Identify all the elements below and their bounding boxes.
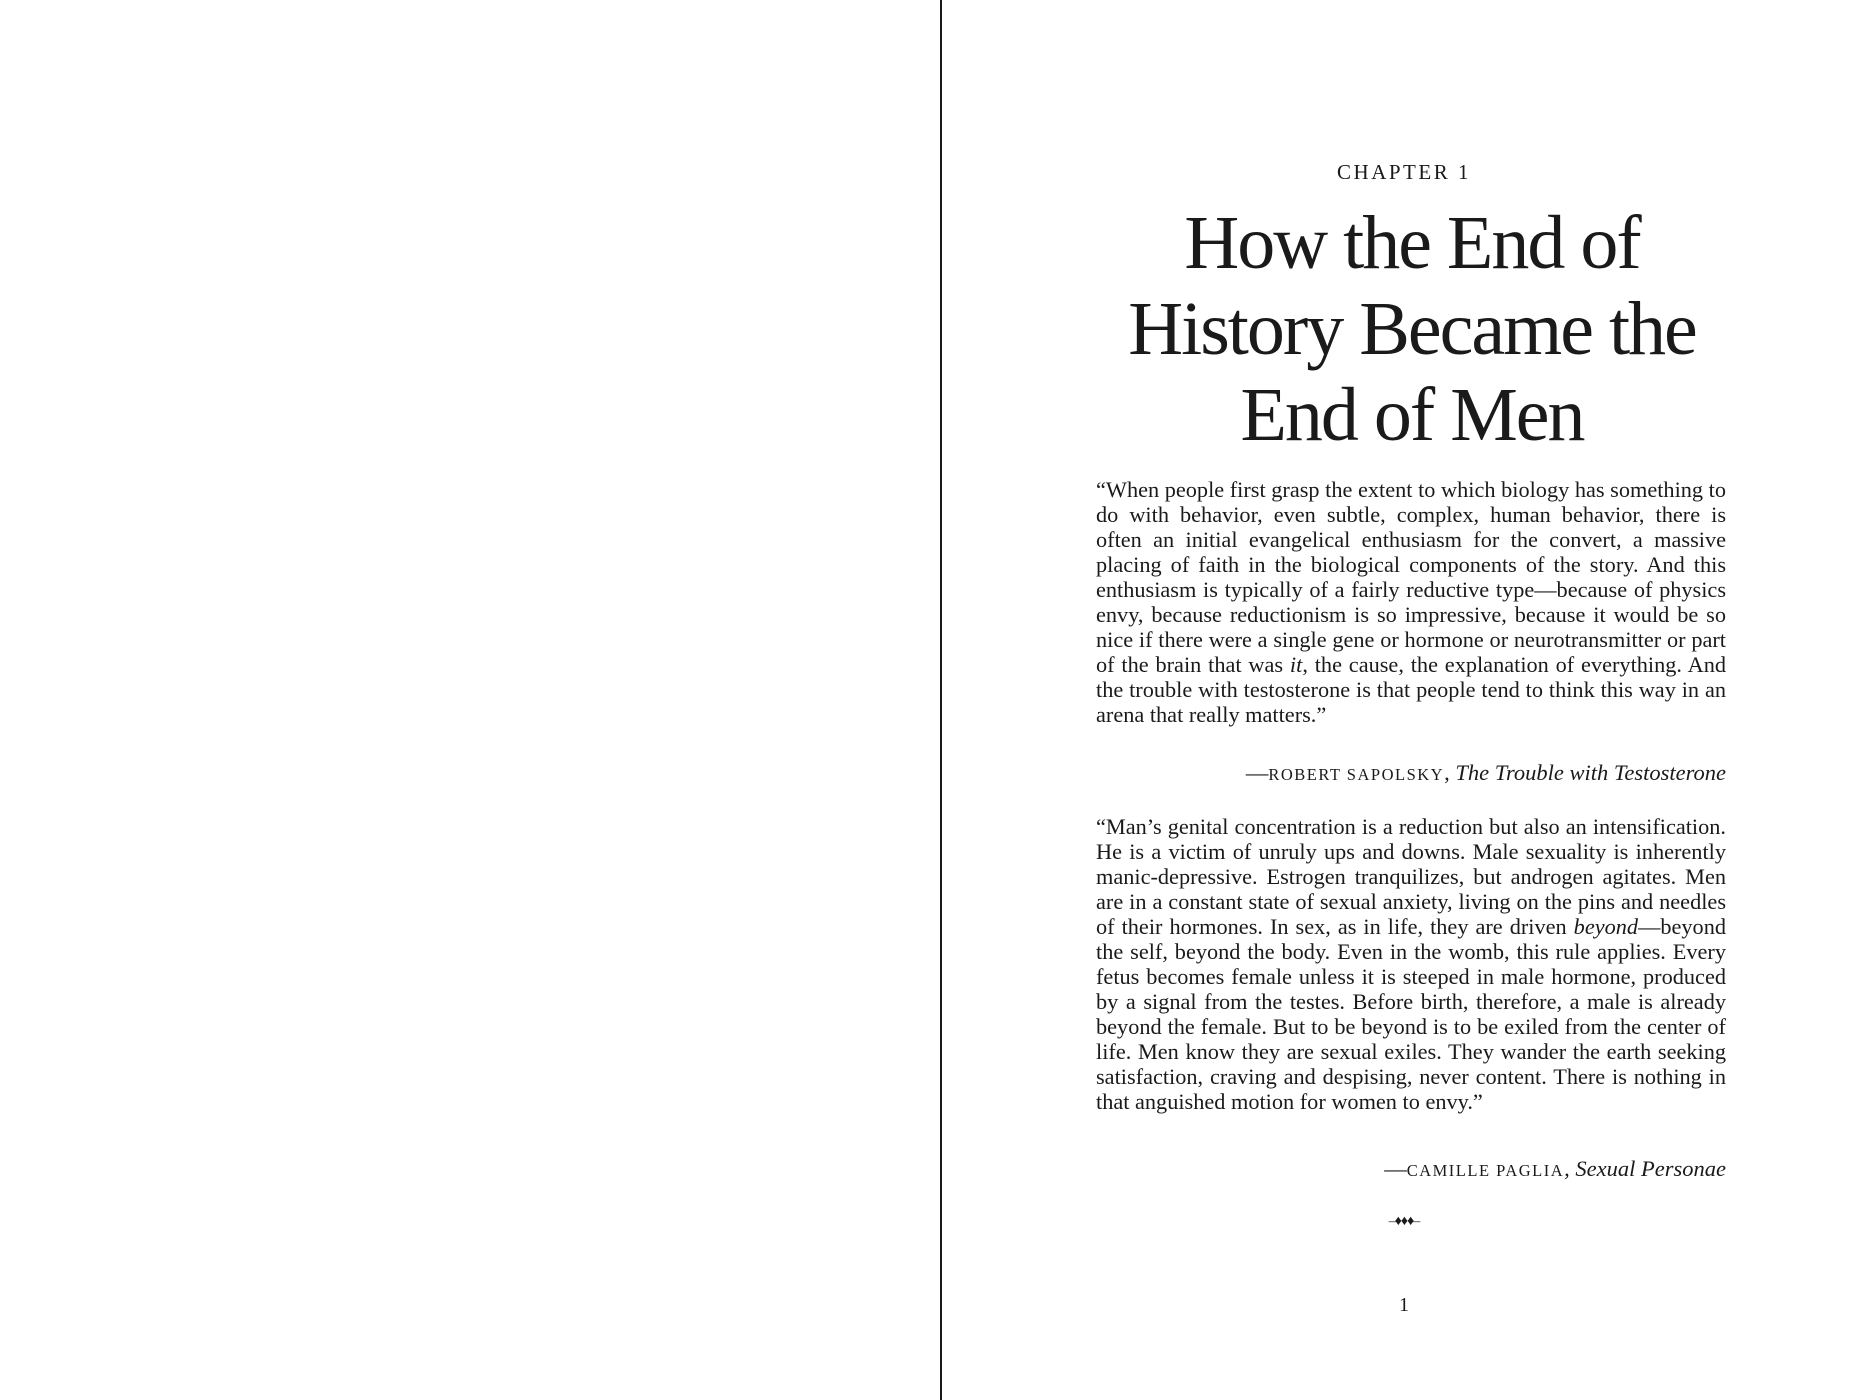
chapter-label: CHAPTER 1 — [1337, 160, 1471, 184]
attribution-work-title: Sexual Personae — [1575, 1156, 1726, 1181]
epigraph-text: “Man’s genital concentration is a reduction but also an intensification. He is a victim of unruly ups and downs. Male sexuality is inherently manic-depressive. Estrogen tranquilizes, but androgen agitates. Men are in a constant state of sexual anxiety, living on the pins and needles of their hormones. In sex, as in life, they are driven — [1096, 814, 1726, 939]
epigraph-emphasis: it — [1289, 652, 1303, 677]
epigraph-attribution-sapolsky — [1096, 760, 1726, 786]
epigraph-text: —beyond the self, beyond the body. Even in the womb, this rule applies. Every fetus becomes female unless it is steeped in male hormone, produced by a signal from the testes. Before birth, therefore, a male is already beyond the female. But to be beyond is to be exiled from the center of life. Men know they are sexual exiles. They wander the earth seeking satisfaction, craving and despising, never content. There is nothing in that anguished motion for women to envy.” — [1096, 914, 1726, 1114]
page-number: 1 — [1399, 1294, 1409, 1316]
attribution-separator: , — [1444, 760, 1456, 785]
section-ornament: –♦♦♦– — [1388, 1214, 1420, 1229]
right-page — [942, 0, 1866, 1400]
attribution-dash: — — [1384, 1156, 1407, 1181]
chapter-title — [1022, 200, 1802, 458]
epigraph-text: “When people first grasp the extent to which biology has something to do with behavior, even subtle, complex, human behavior, there is often an initial evangelical enthusiasm for the convert, a massive placing of faith in the biological components of the story. And this enthusiasm is typically of a fairly reductive type—because of physics envy, because reductionism is so impressive, because it would be so nice if there were a single gene or hormone or neurotransmitter or part of the brain that was — [1096, 477, 1726, 677]
epigraph-paglia — [1096, 814, 1726, 1114]
epigraph-text: , the cause, the explanation of everything. And the trouble with testosterone is that people tend to think this way in an arena that really matters.” — [1096, 652, 1726, 727]
chapter-title-line-2: History Became the — [1128, 287, 1696, 371]
chapter-title-line-3: End of Men — [1240, 373, 1584, 457]
chapter-title-line-1: How the End of — [1184, 201, 1640, 285]
attribution-dash: — — [1245, 760, 1269, 785]
epigraph-emphasis: beyond — [1573, 914, 1639, 939]
epigraph-sapolsky — [1096, 477, 1726, 727]
epigraph-attribution-paglia — [1096, 1156, 1726, 1182]
attribution-work-title: The Trouble with Testosterone — [1455, 760, 1726, 785]
attribution-author: ROBERT SAPOLSKY — [1268, 765, 1445, 784]
attribution-separator: , — [1564, 1156, 1576, 1181]
attribution-author: CAMILLE PAGLIA — [1406, 1161, 1565, 1180]
